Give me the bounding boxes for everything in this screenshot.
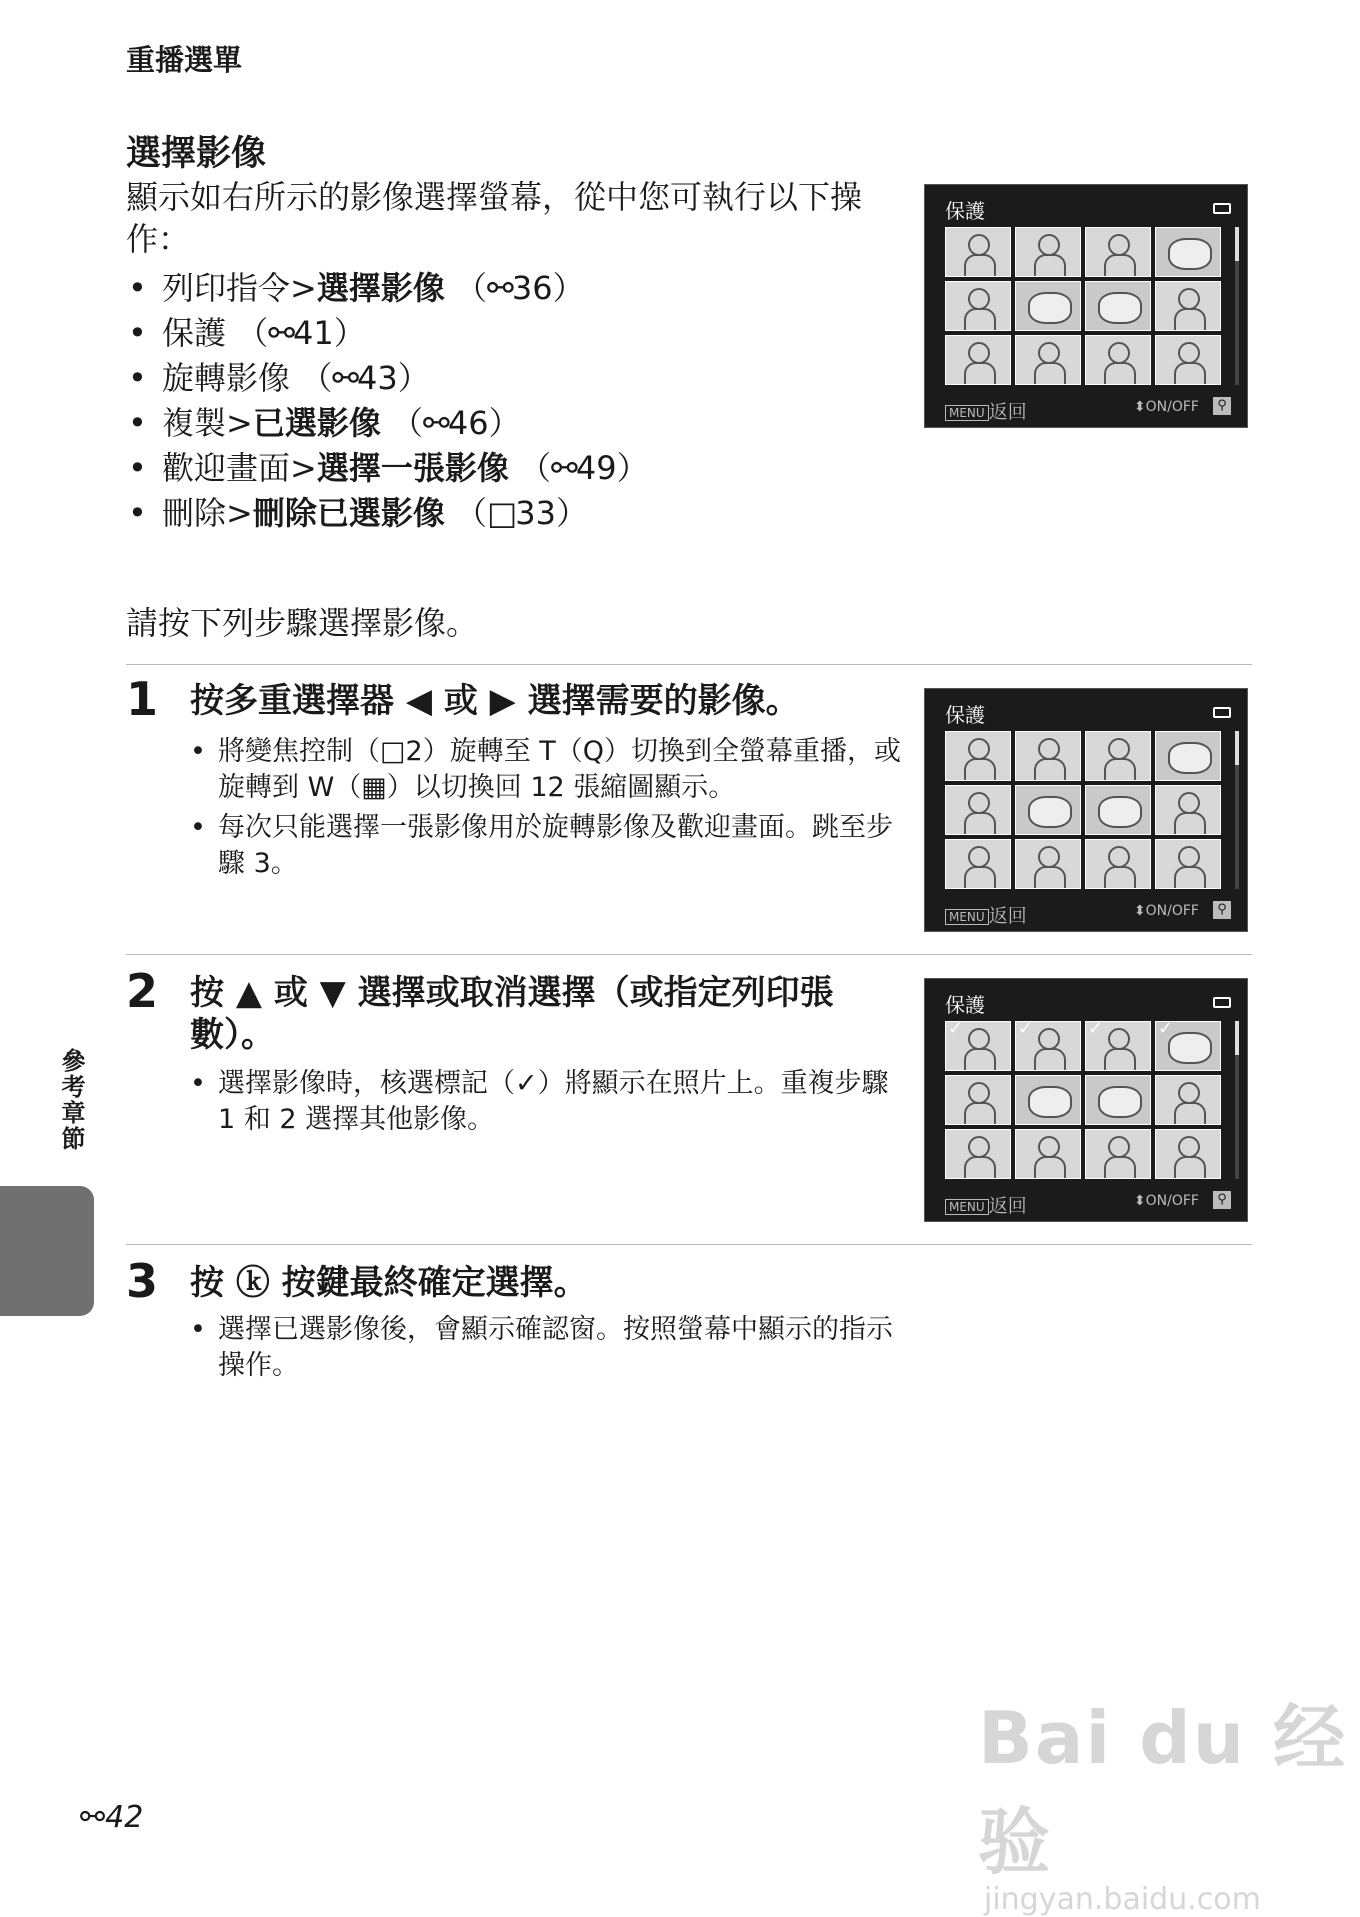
person-head [1108, 1136, 1130, 1158]
checkmark-icon: ✓ [948, 1021, 964, 1039]
thumbnail-family[interactable] [1015, 839, 1081, 889]
scrollbar-thumb [1235, 731, 1239, 765]
thumbnail-person[interactable] [1015, 1021, 1081, 1071]
page-reference-number: 41 [293, 314, 334, 352]
person-body [1174, 1102, 1206, 1125]
step-bullets-2 [190, 1066, 910, 1142]
person-body [1034, 758, 1066, 781]
flower-shape [1168, 238, 1212, 270]
divider [126, 664, 1252, 665]
menu-button-icon: MENU [945, 1199, 989, 1215]
intro-text: 顯示如右所示的影像選擇螢幕，從中您可執行以下操作： [126, 178, 863, 258]
person-head [968, 1136, 990, 1158]
person-body [1104, 1048, 1136, 1071]
battery-icon [1213, 997, 1231, 1008]
option-bold: 選擇影像 [316, 269, 445, 307]
back-label: 返回 [988, 1195, 1027, 1217]
thumbnail-person[interactable] [1155, 1075, 1221, 1125]
person-body [1174, 866, 1206, 889]
person-head [968, 1028, 990, 1050]
flower-shape [1028, 292, 1072, 324]
thumbnail-grid [945, 731, 1221, 889]
e-icon: ⚯ [80, 1800, 106, 1835]
option-bold: 刪除已選影像 [252, 494, 445, 532]
step-title-1: 按多重選擇器 ◀ 或 ▶ 選擇需要的影像。 [190, 681, 800, 721]
scrollbar-thumb [1235, 227, 1239, 261]
person-body [964, 254, 996, 277]
onoff-label: ⬍ON/OFF [1133, 903, 1199, 919]
flower-shape [1168, 1032, 1212, 1064]
menu-button-icon: MENU [945, 405, 989, 421]
option-list-item [126, 311, 649, 356]
person-head [1178, 1082, 1200, 1104]
person-head [968, 234, 990, 256]
e-icon: ⚯ [487, 269, 512, 307]
section-title: 選擇影像 [126, 134, 267, 174]
thumbnail-person[interactable] [1015, 227, 1081, 277]
step2-bullet: • 選擇影像時，核選標記（✓）將顯示在照片上。重複步驟 1 和 2 選擇其他影像。 [190, 1066, 910, 1138]
thumbnail-person[interactable] [1015, 731, 1081, 781]
person-body [1104, 758, 1136, 781]
menu-button-icon: MENU [945, 909, 989, 925]
person-head [1038, 1028, 1060, 1050]
thumbnail-person[interactable] [945, 731, 1011, 781]
option-list-item [126, 356, 649, 401]
watermark [978, 1680, 1360, 1917]
thumbnail-flower[interactable] [1085, 1075, 1151, 1125]
header-title: 重播選單 [126, 43, 243, 77]
page-reference: （⚯41） [226, 314, 366, 352]
person-body [1034, 866, 1066, 889]
person-head [1108, 846, 1130, 868]
step-title-3: 按 ⓚ 按鍵最終確定選擇。 [190, 1263, 588, 1303]
person-body [1104, 866, 1136, 889]
option-list-item [126, 401, 649, 446]
option-list [126, 266, 649, 536]
person-head [968, 846, 990, 868]
thumbnail-family[interactable] [1085, 1021, 1151, 1071]
person-body [964, 1048, 996, 1071]
person-head [968, 1082, 990, 1104]
book-icon: □ [487, 494, 516, 532]
page-reference: （□33） [444, 494, 588, 532]
person-head [1108, 1028, 1130, 1050]
thumbnail-flower[interactable] [1085, 785, 1151, 835]
person-head [1178, 1136, 1200, 1158]
thumbnail-family[interactable] [1085, 731, 1151, 781]
step1-bullet: • 每次只能選擇一張影像用於旋轉影像及歡迎畫面。跳至步驟 3。 [190, 810, 910, 882]
person-body [964, 758, 996, 781]
flower-shape [1168, 742, 1212, 774]
magnifier-icon: ⚲ [1213, 397, 1231, 415]
screen-title: 保護 [945, 199, 985, 223]
person-body [1174, 812, 1206, 835]
person-body [1034, 1156, 1066, 1179]
page-reference: （⚯49） [508, 449, 649, 487]
back-label: 返回 [988, 905, 1027, 927]
option-text: 複製> [162, 404, 253, 442]
step-number-1: 1 [126, 672, 159, 726]
thumbnail-grid [945, 1021, 1221, 1179]
e-icon: ⚯ [332, 359, 358, 397]
person-head [1178, 342, 1200, 364]
page-reference: （⚯46） [380, 404, 521, 442]
onoff-label: ⬍ON/OFF [1133, 1193, 1199, 1209]
flower-shape [1028, 796, 1072, 828]
option-text: 刪除> [162, 494, 253, 532]
thumbnail-family[interactable] [1015, 1129, 1081, 1179]
person-body [1104, 362, 1136, 385]
thumbnail-person[interactable] [1155, 785, 1221, 835]
person-body [1104, 1156, 1136, 1179]
page-reference-number: 43 [357, 359, 398, 397]
screen-footer [945, 1191, 1231, 1215]
flower-shape [1098, 1086, 1142, 1118]
e-icon: ⚯ [551, 449, 576, 487]
person-body [964, 866, 996, 889]
camera-screen-preview-3 [924, 978, 1248, 1222]
person-head [1178, 846, 1200, 868]
checkmark-icon: ✓ [1158, 1021, 1174, 1039]
person-body [1034, 1048, 1066, 1071]
checkmark-icon: ✓ [1018, 1021, 1034, 1039]
magnifier-icon: ⚲ [1213, 901, 1231, 919]
thumbnail-person[interactable] [945, 785, 1011, 835]
thumbnail-flower[interactable] [1155, 1021, 1221, 1071]
scrollbar-thumb [1235, 1021, 1239, 1055]
thumbnail-person[interactable] [945, 1075, 1011, 1125]
person-head [1108, 234, 1130, 256]
back-label: 返回 [988, 401, 1027, 423]
side-chapter-label: 參考章節 [57, 1048, 85, 1152]
watermark-url: jingyan.baidu.com [984, 1882, 1261, 1917]
person-body [1034, 254, 1066, 277]
person-body [1174, 308, 1206, 331]
thumbnail-person[interactable] [945, 839, 1011, 889]
flower-shape [1098, 796, 1142, 828]
page-number-value: 42 [105, 1800, 144, 1835]
thumbnail-person[interactable] [1085, 839, 1151, 889]
page-reference-number: 33 [515, 494, 556, 532]
person-body [964, 1102, 996, 1125]
page-reference: （⚯36） [444, 269, 585, 307]
thumbnail-person[interactable] [1155, 281, 1221, 331]
step1-bullet: • 將變焦控制（□2）旋轉至 T（Q）切換到全螢幕重播，或旋轉到 W（▦）以切換回 12 張縮圖顯示。 [190, 734, 910, 806]
thumbnail-person[interactable] [945, 227, 1011, 277]
camera-screen-preview-2 [924, 688, 1248, 932]
person-head [968, 342, 990, 364]
person-head [968, 738, 990, 760]
flower-shape [1098, 292, 1142, 324]
page-number [80, 1800, 143, 1835]
thumbnail-person[interactable] [1155, 1129, 1221, 1179]
step-bullets-3 [190, 1312, 910, 1388]
person-body [964, 308, 996, 331]
person-head [1108, 342, 1130, 364]
page-reference-number: 36 [511, 269, 553, 307]
person-head [1038, 738, 1060, 760]
watermark-logo: Bai du 经验 [978, 1696, 1348, 1884]
step-title-2: 按 ▲ 或 ▼ 選擇或取消選擇（或指定列印張數）。 [190, 973, 834, 1055]
option-text: 列印指令> [162, 269, 317, 307]
thumbnail-person[interactable] [1085, 1129, 1151, 1179]
thumbnail-flower[interactable] [1155, 227, 1221, 277]
screen-title: 保護 [945, 993, 985, 1017]
screen-title: 保護 [945, 703, 985, 727]
thumbnail-family[interactable] [1085, 227, 1151, 277]
option-bold: 已選影像 [252, 404, 381, 442]
option-bold: 選擇一張影像 [316, 449, 509, 487]
thumbnail-person[interactable] [1155, 839, 1221, 889]
person-body [964, 812, 996, 835]
thumbnail-person[interactable] [1085, 335, 1151, 385]
screen-footer [945, 901, 1231, 925]
option-list-item [126, 491, 649, 536]
option-list-item [126, 446, 649, 491]
divider [126, 1244, 1252, 1245]
camera-screen-preview-1 [924, 184, 1248, 428]
option-text: 保護 [162, 314, 227, 352]
person-head [1038, 1136, 1060, 1158]
step-bullets-1 [190, 734, 910, 886]
person-body [1174, 362, 1206, 385]
thumbnail-person[interactable] [945, 281, 1011, 331]
steps-intro: 請按下列步驟選擇影像。 [126, 604, 479, 642]
battery-icon [1213, 203, 1231, 214]
person-head [1108, 738, 1130, 760]
person-head [1038, 234, 1060, 256]
thumbnail-flower[interactable] [1015, 281, 1081, 331]
person-head [1178, 792, 1200, 814]
person-head [1038, 846, 1060, 868]
checkmark-icon: ✓ [1088, 1021, 1104, 1039]
thumbnail-person[interactable] [945, 1021, 1011, 1071]
screen-footer [945, 397, 1231, 421]
onoff-label: ⬍ON/OFF [1133, 399, 1199, 415]
thumbnail-person[interactable] [945, 335, 1011, 385]
thumbnail-person[interactable] [945, 1129, 1011, 1179]
thumbnail-person[interactable] [1155, 335, 1221, 385]
thumbnail-flower[interactable] [1155, 731, 1221, 781]
battery-icon [1213, 707, 1231, 718]
divider [126, 954, 1252, 955]
person-head [968, 792, 990, 814]
flower-shape [1028, 1086, 1072, 1118]
person-body [964, 362, 996, 385]
step-number-3: 3 [126, 1254, 159, 1308]
person-body [1104, 254, 1136, 277]
person-head [968, 288, 990, 310]
thumbnail-flower[interactable] [1085, 281, 1151, 331]
step-number-2: 2 [126, 964, 159, 1018]
option-text: 歡迎畫面> [162, 449, 317, 487]
thumbnail-flower[interactable] [1015, 1075, 1081, 1125]
step3-bullet: • 選擇已選影像後，會顯示確認窗。按照螢幕中顯示的指示操作。 [190, 1312, 910, 1384]
page-reference: （⚯43） [290, 359, 430, 397]
thumbnail-flower[interactable] [1015, 785, 1081, 835]
option-list-item [126, 266, 649, 311]
thumbnail-grid [945, 227, 1221, 385]
person-body [1174, 1156, 1206, 1179]
magnifier-icon: ⚲ [1213, 1191, 1231, 1209]
person-head [1038, 342, 1060, 364]
page-reference-number: 49 [575, 449, 617, 487]
e-icon: ⚯ [268, 314, 294, 352]
thumbnail-family[interactable] [1015, 335, 1081, 385]
option-text: 旋轉影像 [162, 359, 291, 397]
page-reference-number: 46 [447, 404, 489, 442]
person-body [964, 1156, 996, 1179]
person-body [1034, 362, 1066, 385]
e-icon: ⚯ [423, 404, 448, 442]
person-head [1178, 288, 1200, 310]
side-chapter-tab [0, 1186, 94, 1316]
